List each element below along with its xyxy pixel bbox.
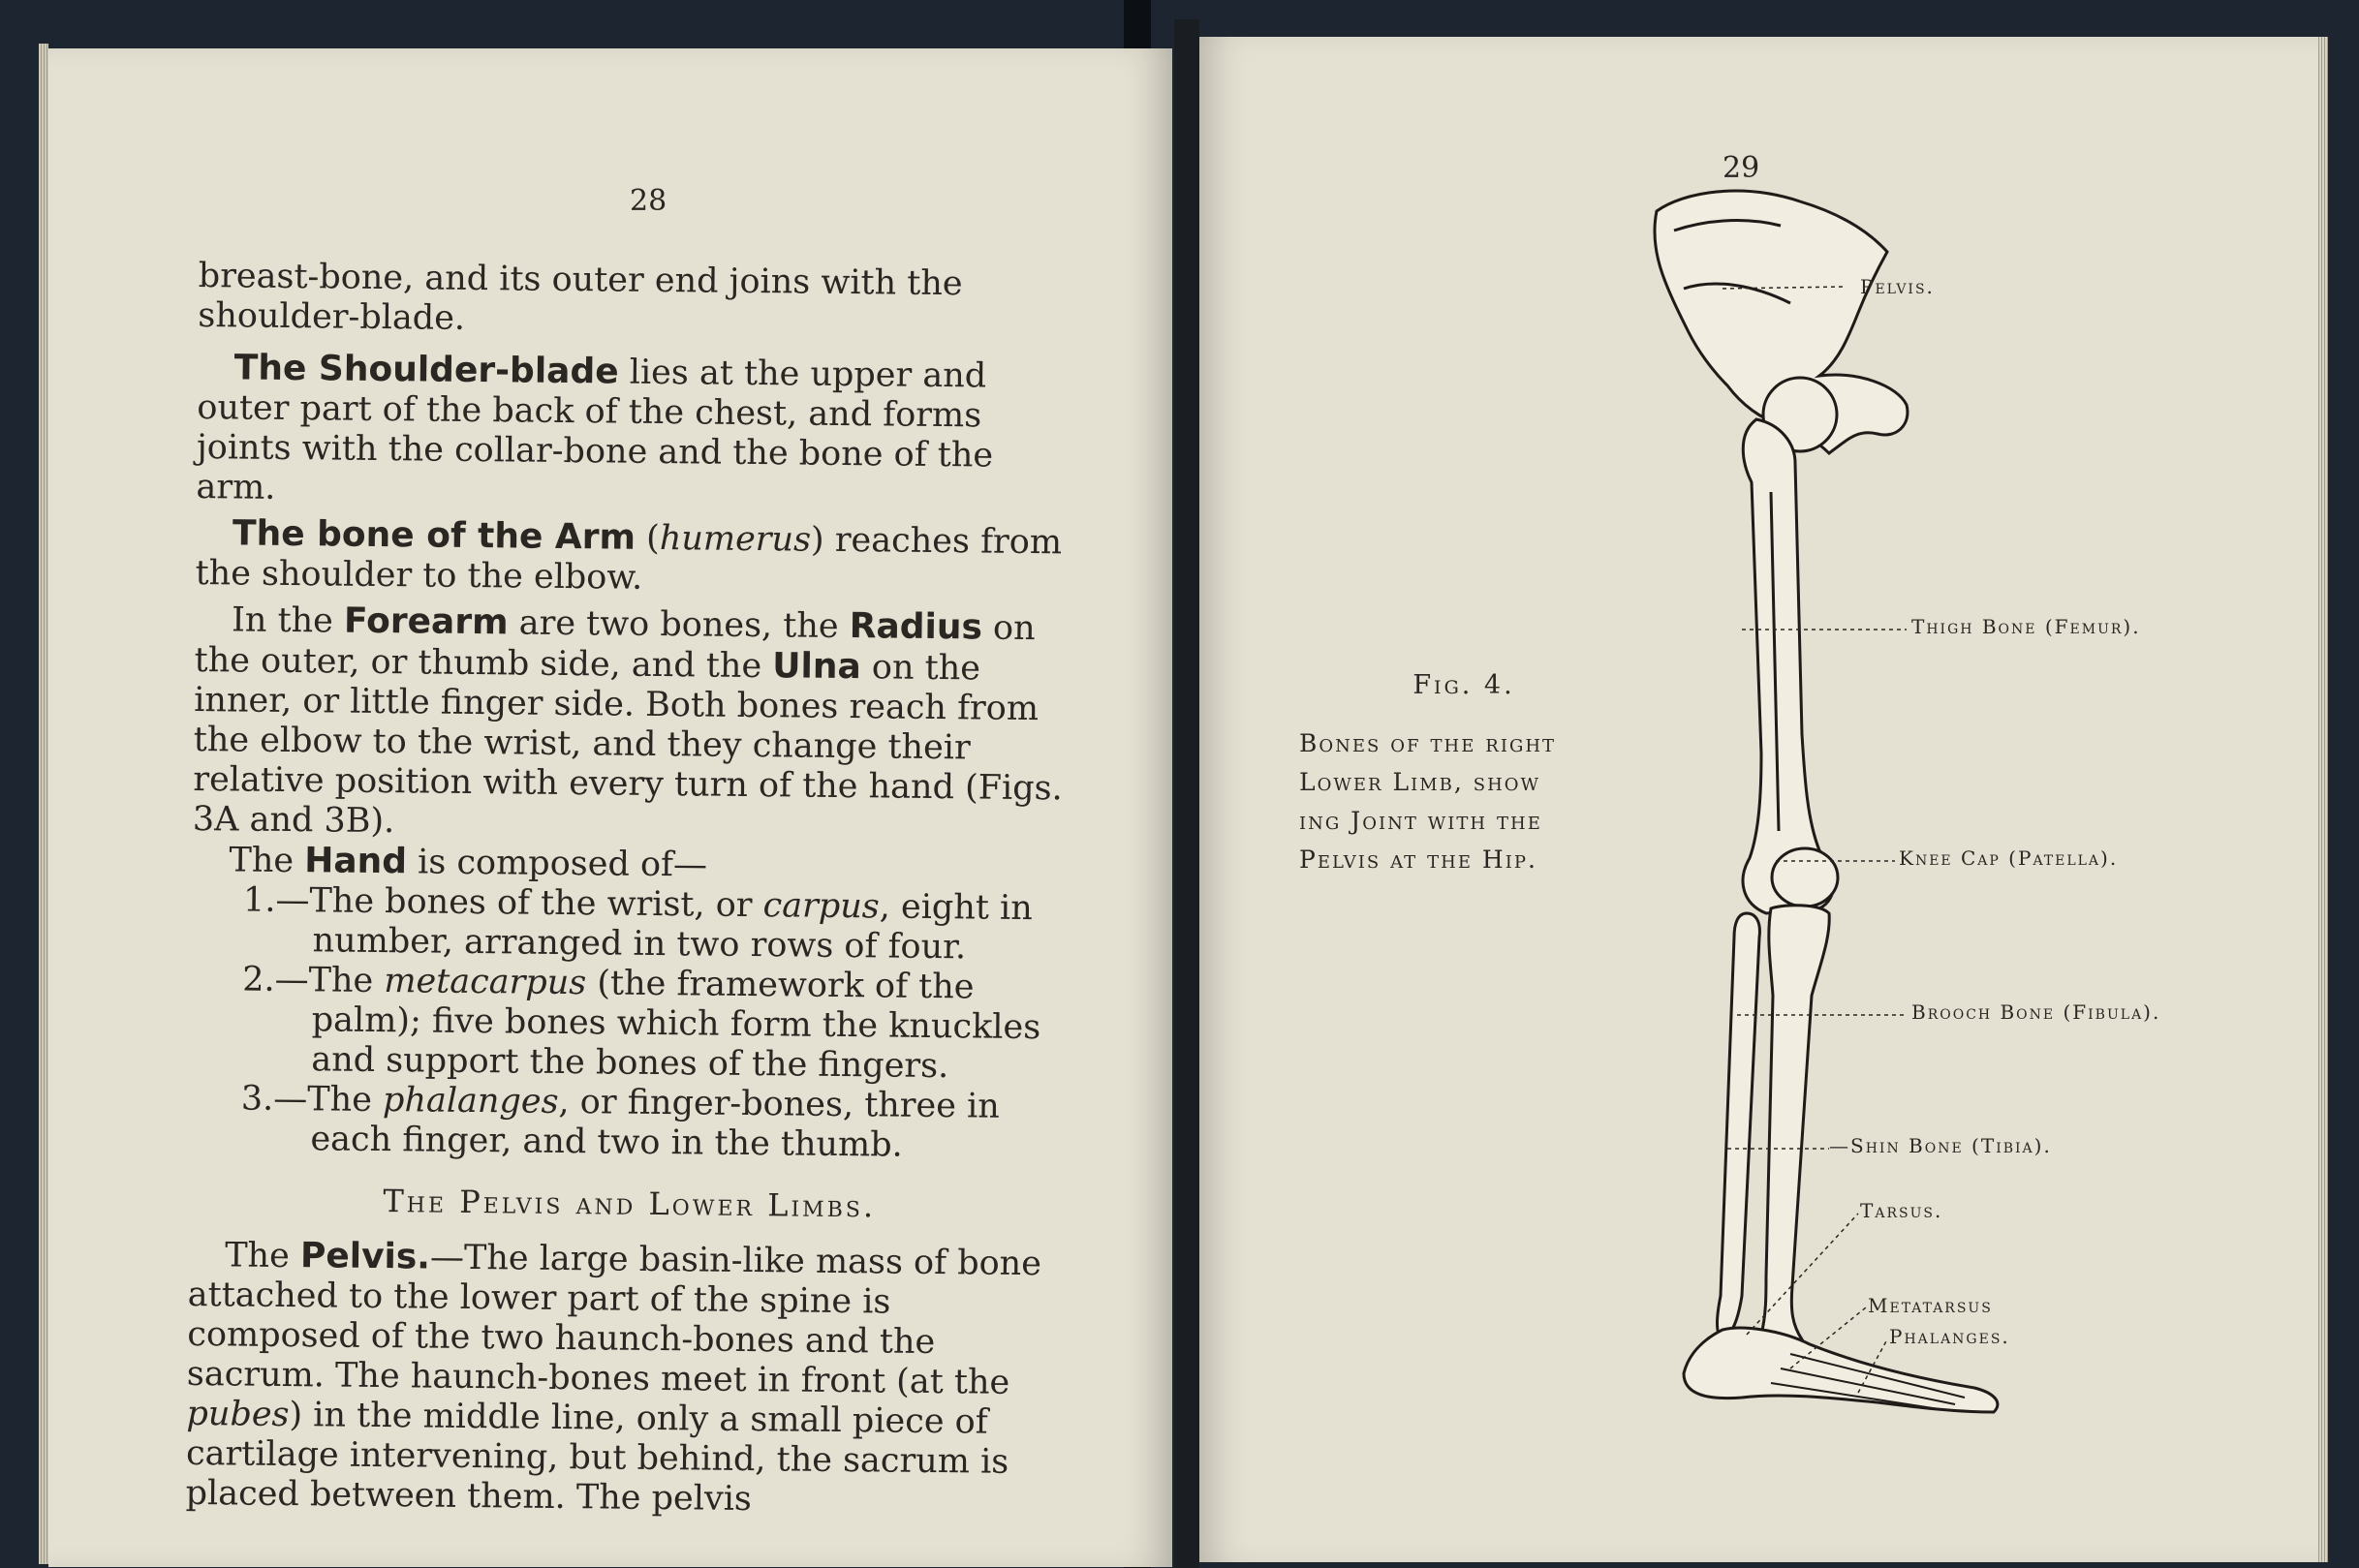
- label-metatarsus: Metatarsus: [1868, 1294, 1993, 1317]
- label-patella: Knee Cap (Patella).: [1899, 846, 2119, 870]
- section-title: The Pelvis and Lower Limbs.: [383, 1183, 877, 1225]
- list-item: [189, 1079, 1071, 1168]
- label-fibula: Brooch Bone (Fibula).: [1911, 1000, 2161, 1024]
- term-humerus: humerus: [659, 518, 812, 560]
- figure-label: Fig. 4.: [1412, 670, 1515, 700]
- paragraph-text: lies at the upper and outer part of the back of the chest, and forms joints with the collar-bone and the bone of the arm.: [196, 353, 994, 507]
- list-item: [191, 880, 1073, 969]
- term: metacarpus: [384, 962, 587, 1003]
- page-number: 29: [1723, 151, 1760, 185]
- text: on the outer, or thumb side, and the: [194, 608, 1036, 687]
- label-tarsus: Tarsus.: [1860, 1199, 1943, 1222]
- page-number: 28: [630, 184, 667, 218]
- label-pelvis: Pelvis.: [1860, 275, 1935, 298]
- caption-line: Bones of the right: [1299, 729, 1557, 757]
- label-phalanges: Phalanges.: [1889, 1325, 2010, 1348]
- tibia-bone: [1761, 906, 1829, 1345]
- paragraph-arm: The bone of the Arm (humerus) reaches from the shoulder to the elbow.: [195, 513, 1063, 598]
- book-gutter-shadow: [1174, 19, 1199, 1568]
- heading-pelvis: Pelvis.: [299, 1236, 431, 1277]
- label-tibia: —Shin Bone (Tibia).: [1829, 1134, 2052, 1157]
- leader-line-tarsus: [1747, 1214, 1858, 1335]
- text: ) in the middle line, only a small piece of cartilage intervening, but behind, the sacrum is placed between them. The pelvis: [185, 1396, 1009, 1520]
- text: —The large basin-like mass of bone attached to the lower part of the spine is composed of the two haunch-bones and the sacrum. The haunch-bones meet in front (at the: [186, 1238, 1042, 1402]
- femur-bone: [1743, 419, 1834, 913]
- patella-bone: [1772, 848, 1838, 907]
- heading-forearm: Forearm: [343, 600, 509, 643]
- paragraph-shoulder-blade: [196, 348, 1079, 517]
- caption-line: ing Joint with the: [1299, 807, 1542, 835]
- text: , eight in number, arranged in two rows of four.: [312, 887, 1033, 968]
- body-text: [185, 257, 1080, 1522]
- text: (the framework of the palm); five bones which form the knuckles and support the bones of the fingers.: [311, 964, 1041, 1087]
- figure-caption: [1299, 666, 1629, 879]
- page-edges-left: [39, 44, 48, 1564]
- heading-shoulder-blade: The Shoulder-blade: [233, 348, 619, 392]
- heading-ulna: Ulna: [772, 646, 862, 688]
- text: The: [307, 1080, 384, 1121]
- paragraph-text: reaches from the shoulder to the elbow.: [195, 520, 1063, 598]
- text: The: [308, 961, 385, 1001]
- text: The: [224, 1236, 301, 1276]
- caption-line: Pelvis at the Hip.: [1299, 845, 1537, 874]
- fibula-bone: [1718, 913, 1760, 1339]
- paragraph: breast-bone, and its outer end joins with the shoulder-blade.: [198, 257, 963, 338]
- term: carpus: [762, 886, 880, 927]
- term-pubes: pubes: [186, 1394, 290, 1435]
- heading-arm: The bone of the Arm: [232, 513, 636, 558]
- list-number: 2.—: [241, 960, 309, 1000]
- right-page: [1199, 37, 2318, 1562]
- list-number: 3.—: [240, 1079, 308, 1120]
- text: The: [229, 841, 305, 881]
- heading-radius: Radius: [849, 606, 983, 648]
- text: on the inner, or little finger side. Both bones reach from the elbow to the wrist, and they change their relative position with every turn of the hand (Figs. 3A and 3B).: [192, 648, 1063, 842]
- text: , or finger-bones, three in each finger, and two in the thumb.: [310, 1082, 1001, 1165]
- text: is composed of—: [406, 843, 708, 885]
- left-page: [48, 48, 1172, 1567]
- paragraph-forearm: [193, 600, 1077, 849]
- page-edges-right: [2318, 37, 2328, 1562]
- paragraph-pelvis: [185, 1235, 1070, 1523]
- text: The bones of the wrist, or: [309, 881, 763, 926]
- heading-hand: Hand: [303, 841, 408, 882]
- label-femur: Thigh Bone (Femur).: [1911, 615, 2141, 638]
- text: In the: [231, 600, 345, 641]
- list-item: [190, 960, 1072, 1089]
- text: are two bones, the: [508, 603, 850, 647]
- caption-line: Lower Limb, show: [1299, 768, 1541, 796]
- list-number: 1.—: [242, 880, 310, 921]
- term: phalanges: [382, 1081, 559, 1122]
